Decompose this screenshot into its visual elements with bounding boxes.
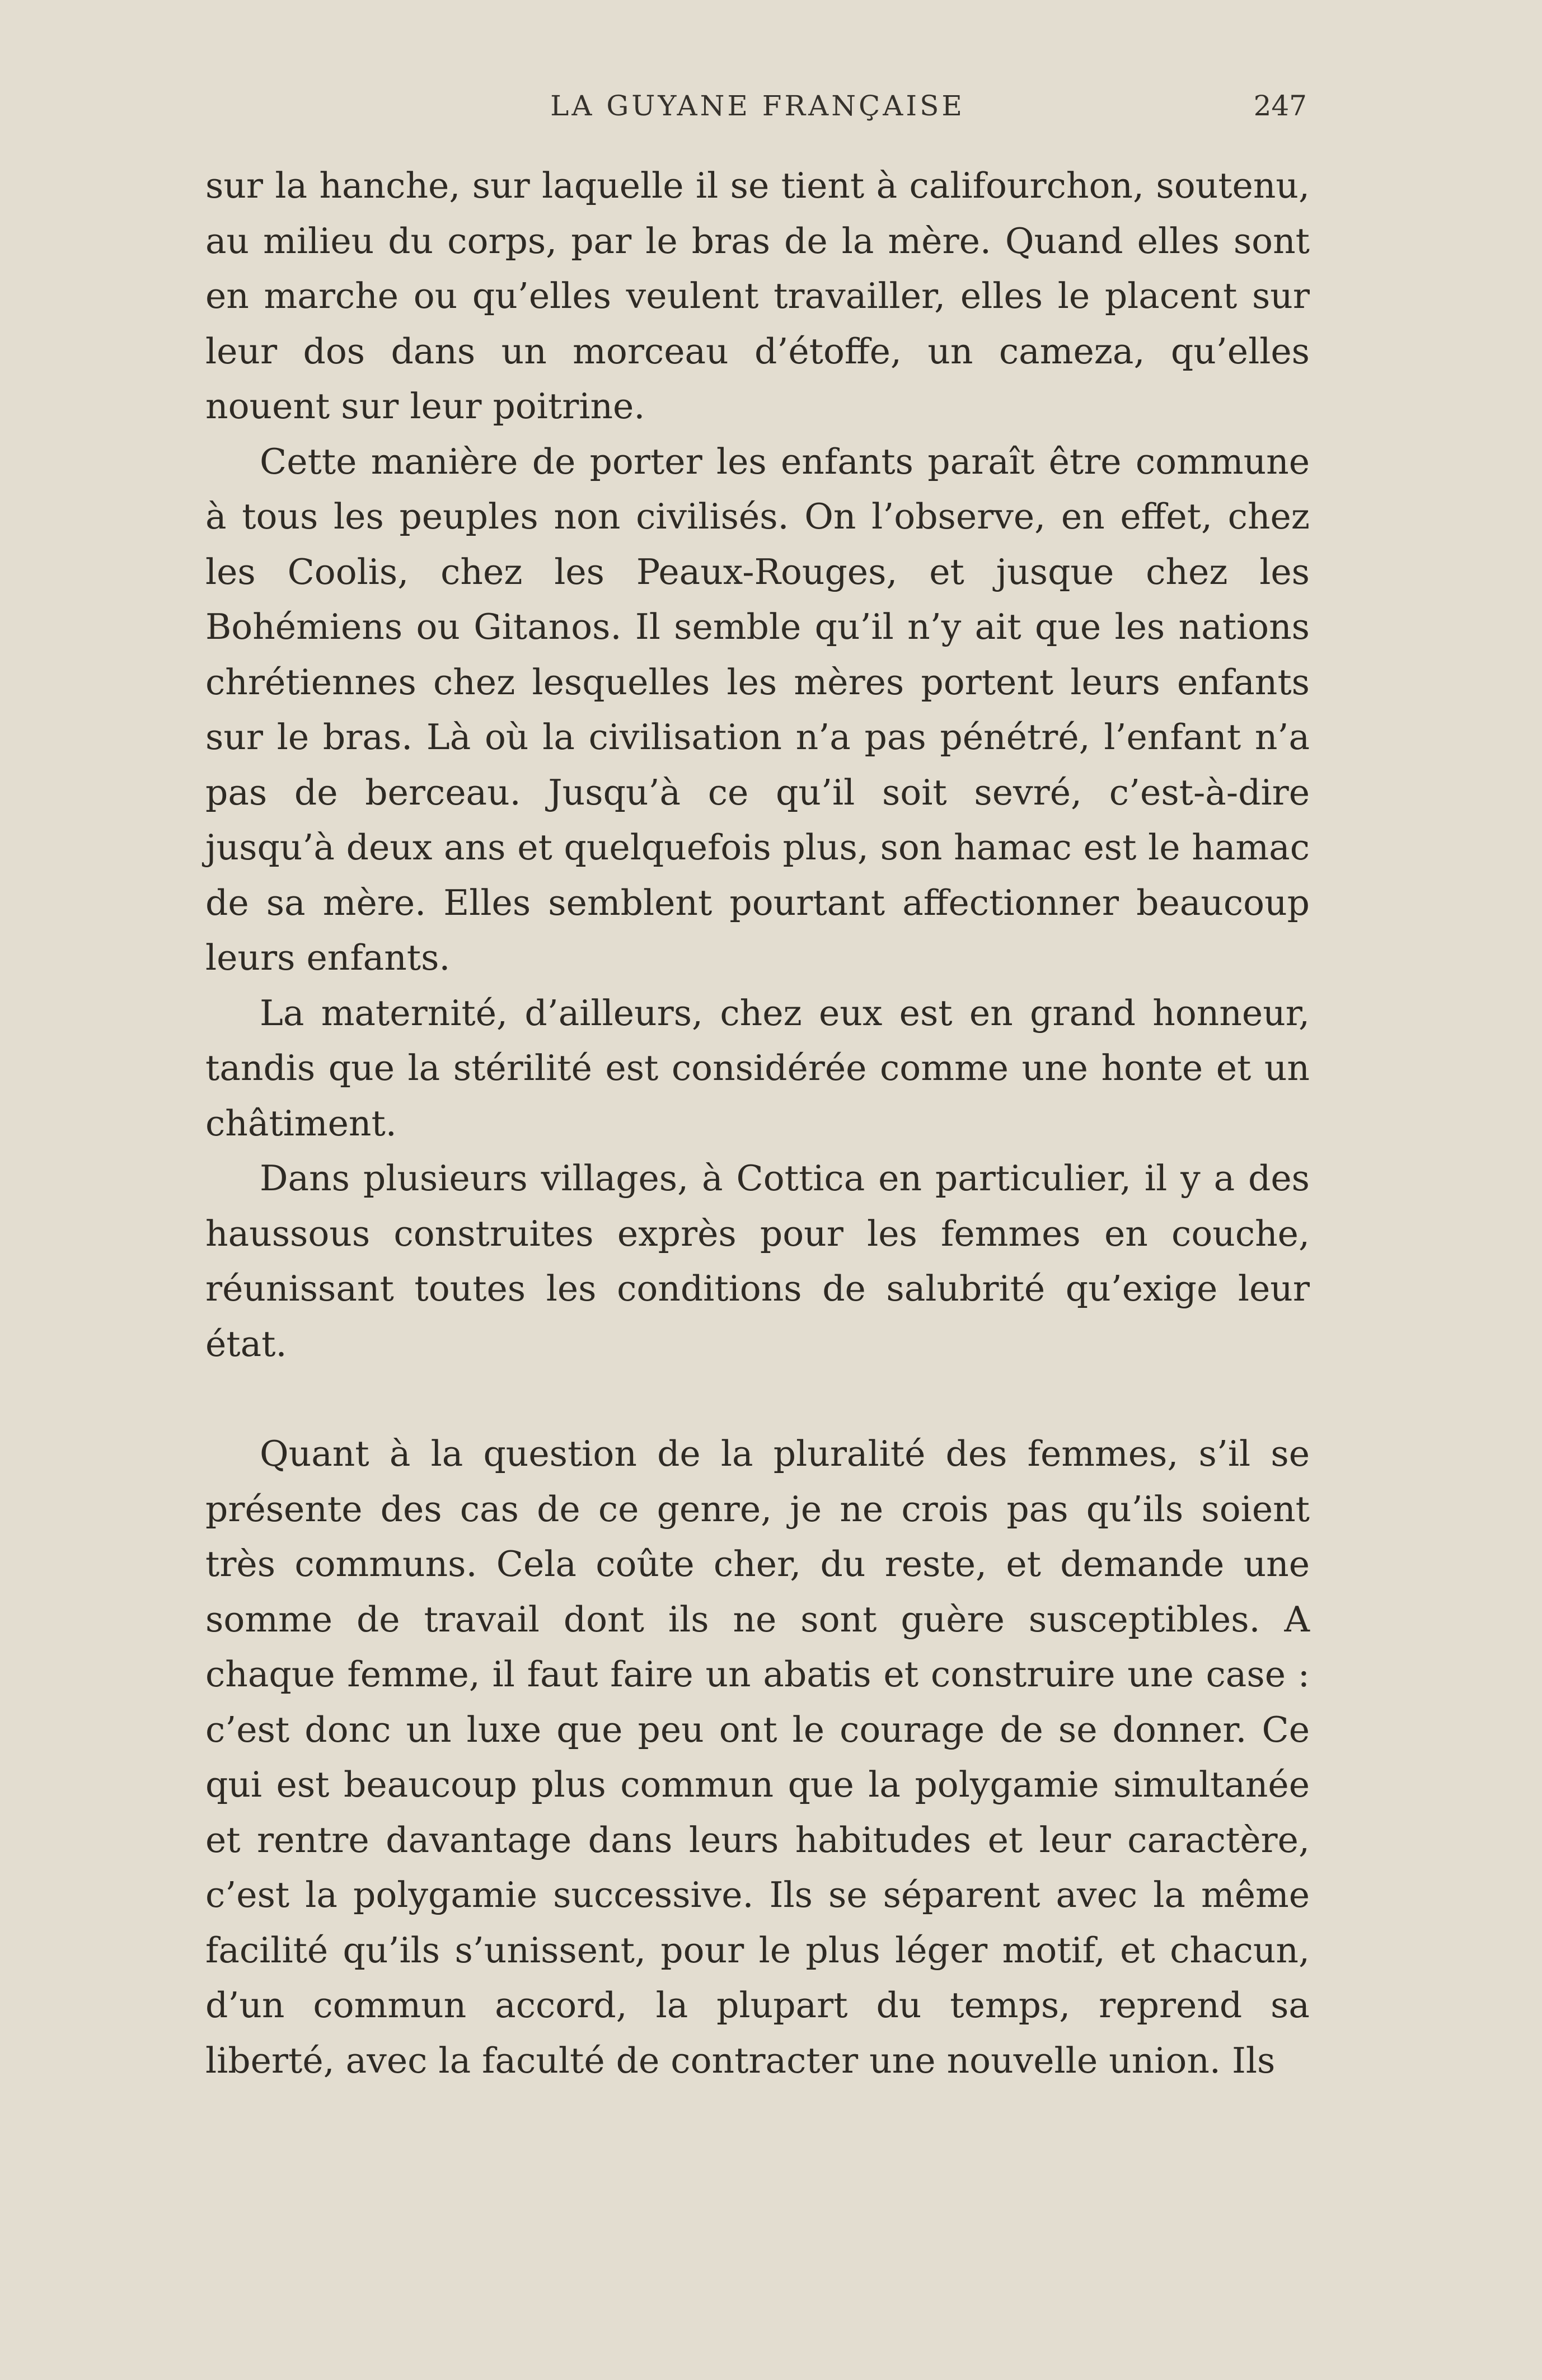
section-gap [205,1372,1310,1427]
page-number: 247 [1253,90,1307,122]
paragraph-4: Dans plusieurs villages, à Cottica en particulier, il y a des haussous construites exprès pour les femmes en couche, réunissant toutes les conditions de salubrité qu’exige leur état. [205,1158,1310,1364]
paragraph-5: Quant à la question de la pluralité des femmes, s’il se présente des cas de ce genre, je ne crois pas qu’ils soient très communs. Cela coûte cher, du reste, et demande une somme de travail dont ils ne sont guère susceptibles. A chaque femme, il faut faire un abatis et construire une case : c’est donc un luxe que peu ont le courage de se donner. Ce qui est beaucoup plus commun que la polygamie simultanée et rentre davantage dans leurs habitudes et leur caractère, c’est la polygamie successive. Ils se séparent avec la même facilité qu’ils s’unissent, pour le plus léger motif, et chacun, d’un commun accord, la plupart du temps, reprend sa liberté, avec la faculté de contracter une nouvelle union. Ils [205,1433,1310,2081]
paragraph-3: La maternité, d’ailleurs, chez eux est en grand honneur, tandis que la stérilité est considérée comme une honte et un châtiment. [205,992,1310,1144]
body-text [205,158,1310,2088]
running-title: LA GUYANE FRANÇAISE [550,90,965,122]
paragraph-1: sur la hanche, sur laquelle il se tient à califourchon, soutenu, au milieu du corps, par le bras de la mère. Quand elles sont en marche ou qu’elles veulent travailler, elles le placent sur leur dos dans un morceau d’étoffe, un cameza, qu’elles nouent sur leur poitrine. [205,165,1310,427]
page-header [205,90,1310,134]
paragraph-2: Cette manière de porter les enfants paraît être commune à tous les peuples non civilisés. On l’observe, en effet, chez les Coolis, chez les Peaux-Rouges, et jusque chez les Bohémiens ou Gitanos. Il semble qu’il n’y ait que les nations chrétiennes chez lesquelles les mères portent leurs enfants sur le bras. Là où la civilisation n’a pas pénétré, l’enfant n’a pas de berceau. Jusqu’à ce qu’il soit sevré, c’est-à-dire jusqu’à deux ans et quelquefois plus, son hamac est le hamac de sa mère. Elles semblent pourtant affectionner beaucoup leurs enfants. [205,441,1310,978]
